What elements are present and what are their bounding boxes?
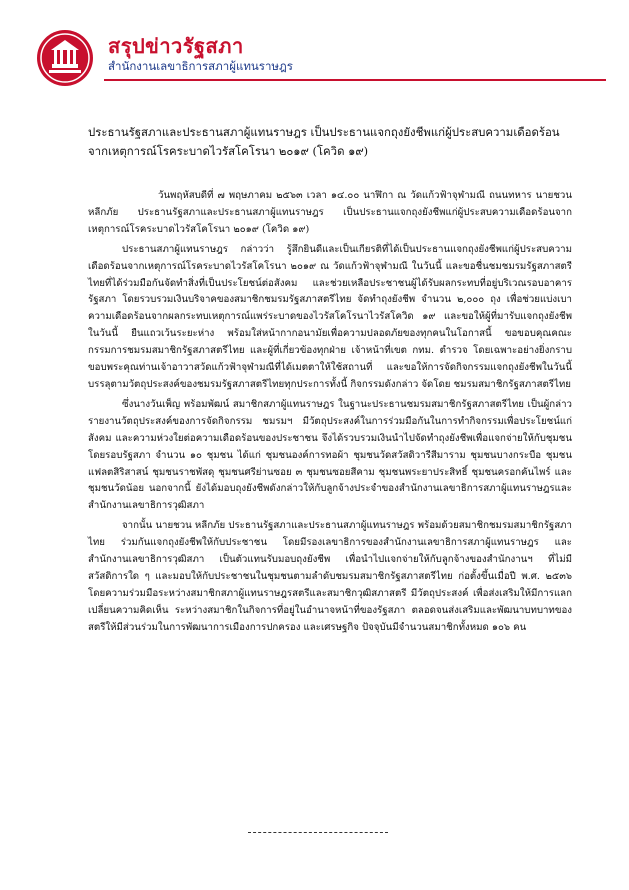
end-divider (248, 832, 388, 833)
paragraph-dateline: วันพฤหัสบดีที่ ๗ พฤษภาคม ๒๕๖๓ เวลา ๑๔.๐๐ นาฬิกา ณ วัดแก้วฟ้าจุฬามณี ถนนทหาร นายชวน หลีกภัย ประธานรัฐสภาและประธานสภาผู้แทนราษฎร เป็นประธานแจกถุงยังชีพแก่ผู้ประสบความเดือดร้อนจากเหตุการณ์โรคระบาดไวรัสโคโรนา ๒๐๑๙ (โควิด ๑๙) (88, 190, 572, 235)
paragraph-speech: ประธานสภาผู้แทนราษฎร กล่าวว่า รู้สึกยินดีและเป็นเกียรติที่ได้เป็นประธานแจกถุงยังชีพแก่ผู้ประสบความเดือดร้อนจากเหตุการณ์โรคระบาดไวรัสโคโรนา ๒๐๑๙ ณ วัดแก้วฟ้าจุฬามณี ในวันนี้ และขอชื่นชมชมรมรัฐสภาสตรีไทยที่ได้ร่วมมือกันจัดทำสิ่งที่เป็นประโยชน์ต่อสังคม และช่วยเหลือประชาชนผู้ได้รับผลกระทบที่อยู่บริเวณรอบอาคารรัฐสภา โดยรวบรวมเงินบริจาคของสมาชิกชมรมรัฐสภาสตรีไทย จัดทำถุงยังชีพ จำนวน ๒,๐๐๐ ถุง เพื่อช่วยแบ่งเบาความเดือดร้อนจากผลกระทบเหตุการณ์แพร่ระบาดของไวรัสโคโรนาไวรัสโควิด ๑๙ และขอให้ผู้ที่มารับแจกถุงยังชีพในวันนี้ ยืนแถวเว้นระยะห่าง พร้อมใส่หน้ากากอนามัยเพื่อความปลอดภัยของทุกคนในโอกาสนี้ ขอขอบคุณคณะกรรมการชมรมสมาชิกรัฐสภาสตรีไทย และผู้ที่เกี่ยวข้องทุกฝ่าย เจ้าหน้าที่เขต กทม. ตำรวจ โดยเฉพาะอย่างยิ่งกราบขอบพระคุณท่านเจ้าอาวาสวัดแก้วฟ้าจุฬามณีที่ได้เมตตาให้ใช้สถานที่ และขอให้การจัดกิจกรรมแจกถุงยังชีพในวันนี้บรรลุตามวัตถุประสงค์ของชมรมรัฐสภาสตรีไทยทุกประการทั้งนี้ กิจกรรมดังกล่าว จัดโดย ชมรมสมาชิกรัฐสภาสตรีไทย (88, 243, 572, 390)
header-divider (104, 79, 606, 81)
paragraph-closing: จากนั้น นายชวน หลีกภัย ประธานรัฐสภาและประธานสภาผู้แทนราษฎร พร้อมด้วยสมาชิกชมรมสมาชิกรัฐสภาไทย ร่วมกันแจกถุงยังชีพให้กับประชาชน โดยมีรองเลขาธิการของสำนักงานเลขาธิการสภาผู้แทนราษฎร และสำนักงานเลขาธิการวุฒิสภา เป็นตัวแทนรับมอบถุงยังชีพ เพื่อนำไปแจกจ่ายให้กับลูกจ้างของสำนักงานฯ ที่ไม่มีสวัสดิการใด ๆ และมอบให้กับประชาชนในชุมชนตามลำดับชมรมสมาชิกรัฐสภาสตรีไทย ก่อตั้งขึ้นเมื่อปี พ.ศ. ๒๕๓๖ โดยความร่วมมือระหว่างสมาชิกสภาผู้แทนราษฎรสตรีและสมาชิกวุฒิสภาสตรี มีวัตถุประสงค์ เพื่อส่งเสริมให้มีการแลกเปลี่ยนความคิดเห็น ระหว่างสมาชิกในกิจการที่อยู่ในอำนาจหน้าที่ของรัฐสภา ตลอดจนส่งเสริมและพัฒนาบทบาทของสตรีให้มีส่วนร่วมในการพัฒนาการเมืองการปกครอง และเศรษฐกิจ ปัจจุบันมีจำนวนสมาชิกทั้งหมด ๑๐๖ คน (88, 520, 572, 633)
article-body (88, 188, 572, 640)
brand-subtitle: สำนักงานเลขาธิการสภาผู้แทนราษฎร (108, 59, 293, 73)
brand-title: สรุปข่าวรัฐสภา (108, 34, 244, 58)
parliament-emblem-icon (34, 28, 96, 88)
letterhead (34, 28, 606, 88)
paragraph-report: ซึ่งนางวันเพ็ญ พร้อมพัฒน์ สมาชิกสภาผู้แทนราษฎร ในฐานะประธานชมรมสมาชิกรัฐสภาสตรีไทย เป็นผู้กล่าวรายงานวัตถุประสงค์ของการจัดกิจกรรม ชมรมฯ มีวัตถุประสงค์ในการร่วมมือกันในการทำกิจกรรมเพื่อประโยชน์แก่สังคม และความห่วงใยต่อความเดือดร้อนของประชาชน จึงได้รวบรวมเงินนำไปจัดทำถุงยังชีพเพื่อแจกจ่ายให้กับชุมชนโดยรอบรัฐสภา จำนวน ๑๐ ชุมชน ได้แก่ ชุมชนองค์การทอผ้า ชุมชนวัดสวัสดิวารีสีมาราม ชุมชนบางกระบือ ชุมชนแฟลตสิริสาสน์ ชุมชนราชพัสดุ ชุมชนศรีย่านซอย ๓ ชุมชนซอยสีคาม ชุมชนพระยาประสิทธิ์ ชุมชนครอกคันไพร์ และชุมชนวัดน้อย นอกจากนี้ ยังได้มอบถุงยังชีพดังกล่าวให้กับลูกจ้างประจำของสำนักงานเลขาธิการสภาผู้แทนราษฎรและสำนักงานเลขาธิการวุฒิสภา (88, 398, 572, 512)
news-headline: ประธานรัฐสภาและประธานสภาผู้แทนราษฎร เป็นประธานแจกถุงยังชีพแก่ผู้ประสบความเดือดร้อนจากเหตุการณ์โรคระบาดไวรัสโคโรนา ๒๐๑๙ (โควิด ๑๙) (88, 125, 560, 158)
